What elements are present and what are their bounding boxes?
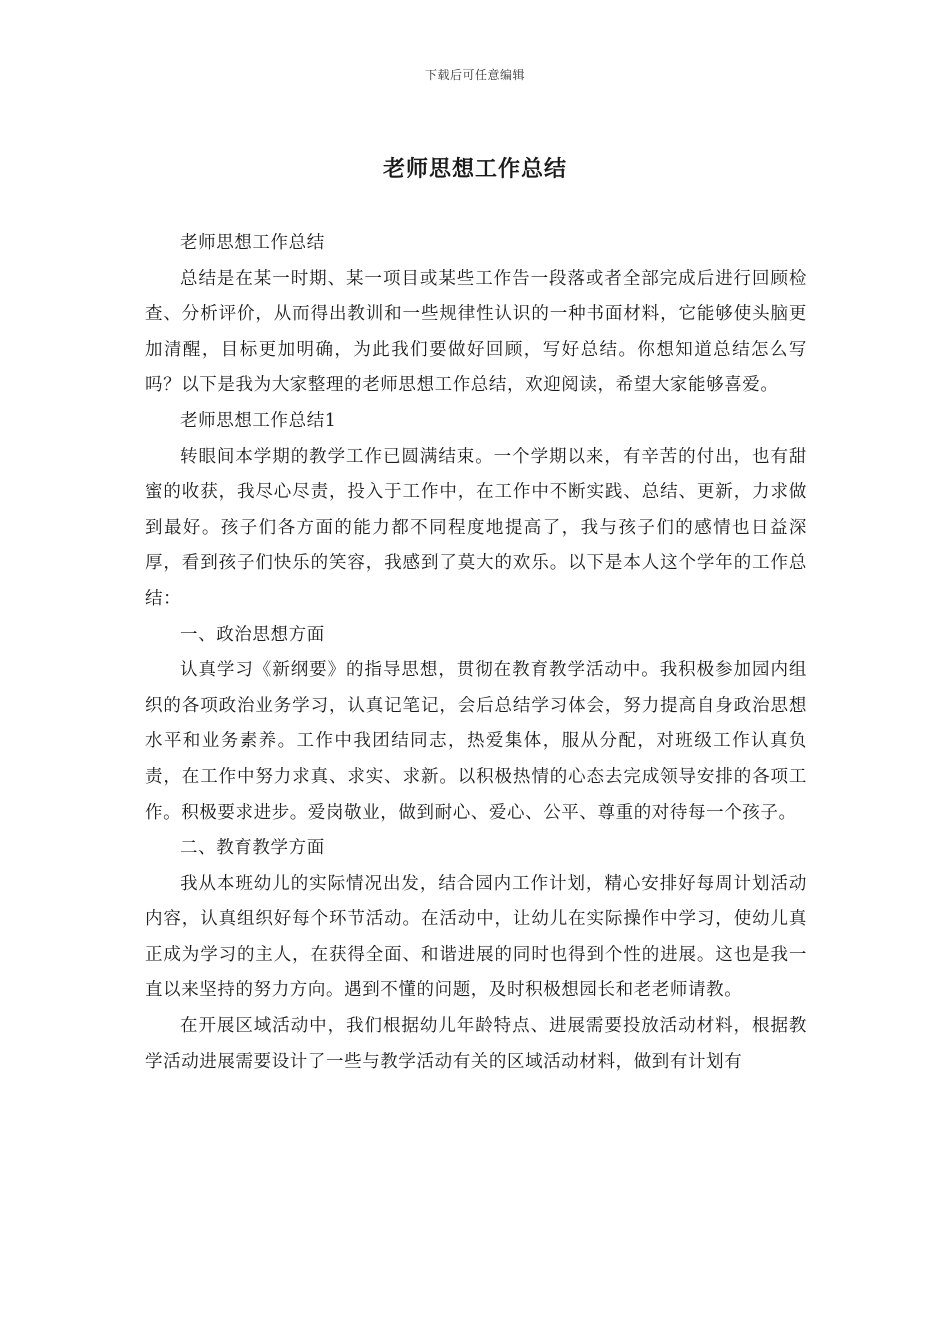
header-note: 下载后可任意编辑 [424, 68, 525, 82]
document-body [145, 226, 807, 1080]
paragraph: 总结是在某一时期、某一项目或某些工作告一段落或者全部完成后进行回顾检查、分析评价，从而得出教训和一些规律性认识的一种书面材料，它能够使头脑更加清醒，目标更加明确，为此我们要做好回顾，写好总结。你想知道总结怎么写吗？以下是我为大家整理的老师思想工作总结，欢迎阅读，希望大家能够喜爱。 [145, 268, 807, 396]
paragraph: 我从本班幼儿的实际情况出发，结合园内工作计划，精心安排好每周计划活动内容，认真组织好每个环节活动。在活动中，让幼儿在实际操作中学习，使幼儿真正成为学习的主人，在获得全面、和谐进展的同时也得到个性的进展。这也是我一直以来坚持的努力方向。遇到不懂的问题，及时积极想园长和老老师请教。 [145, 873, 807, 1001]
paragraph: 转眼间本学期的教学工作已圆满结束。一个学期以来，有辛苦的付出，也有甜蜜的收获，我尽心尽责，投入于工作中，在工作中不断实践、总结、更新，力求做到最好。孩子们各方面的能力都不同程度地提高了，我与孩子们的感情也日益深厚，看到孩子们快乐的笑容，我感到了莫大的欢乐。以下是本人这个学年的工作总结： [145, 446, 807, 609]
paragraph: 在开展区域活动中，我们根据幼儿年龄特点、进展需要投放活动材料，根据教学活动进展需要设计了一些与教学活动有关的区域活动材料，做到有计划有 [145, 1016, 807, 1072]
section-heading: 二、教育教学方面 [180, 838, 325, 859]
paragraph: 认真学习《新纲要》的指导思想，贯彻在教育教学活动中。我积极参加园内组织的各项政治业务学习，认真记笔记，会后总结学习体会，努力提高自身政治思想水平和业务素养。工作中我团结同志，热爱集体，服从分配，对班级工作认真负责，在工作中努力求真、求实、求新。以积极热情的心态去完成领导安排的各项工作。积极要求进步。爱岗敬业，做到耐心、爱心、公平、尊重的对待每一个孩子。 [145, 660, 807, 823]
paragraph: 老师思想工作总结 [180, 233, 325, 253]
section-heading: 一、政治思想方面 [180, 624, 325, 645]
document-title: 老师思想工作总结 [382, 156, 567, 182]
section-heading: 老师思想工作总结1 [180, 410, 337, 431]
